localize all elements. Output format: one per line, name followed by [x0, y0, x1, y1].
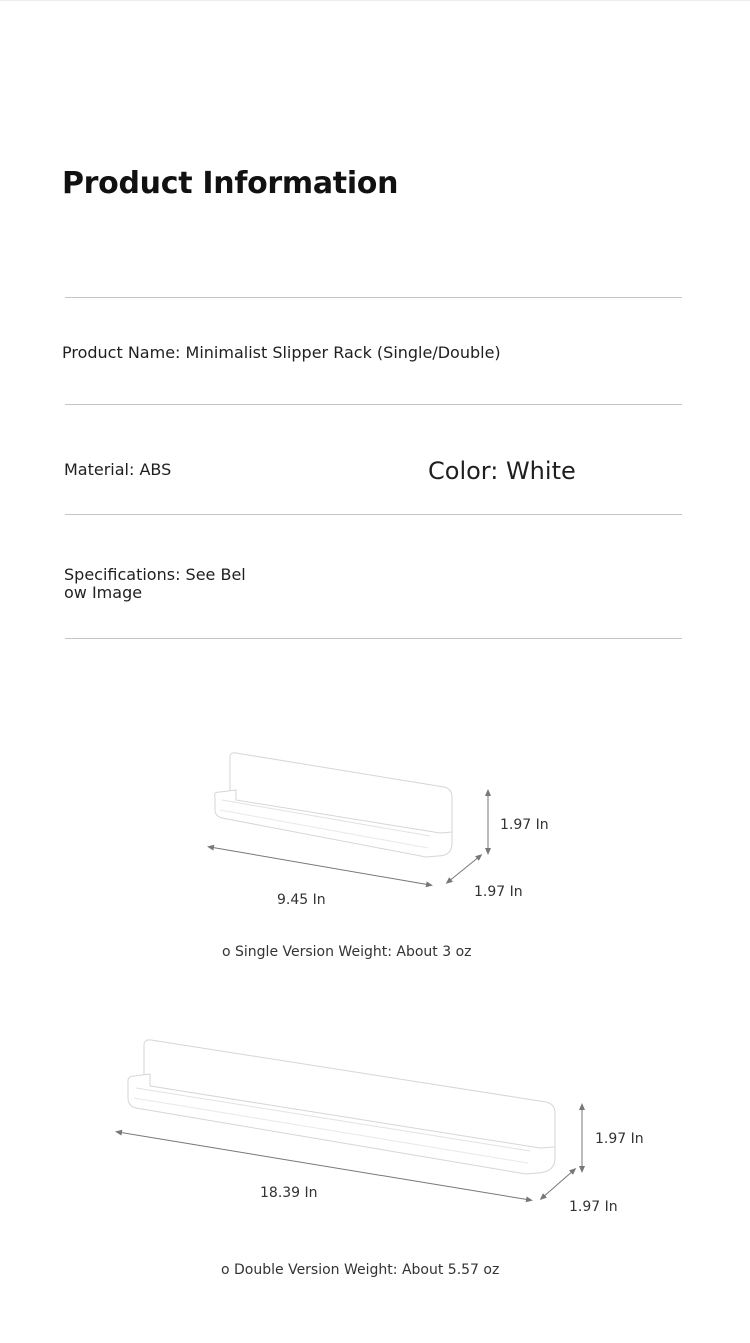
double-rack-image	[0, 1030, 750, 1210]
specifications: Specifications: See Below Image	[64, 565, 246, 602]
divider-3	[65, 514, 682, 515]
single-length-label: 9.45 In	[277, 892, 326, 908]
double-depth-label: 1.97 In	[569, 1199, 618, 1215]
page-title: Product Information	[62, 166, 399, 201]
double-weight-caption: o Double Version Weight: About 5.57 oz	[221, 1262, 500, 1278]
single-height-label: 1.97 In	[500, 817, 549, 833]
material: Material: ABS	[64, 460, 172, 479]
single-weight-caption: o Single Version Weight: About 3 oz	[222, 944, 472, 960]
double-height-label: 1.97 In	[595, 1131, 644, 1147]
single-rack-image	[0, 740, 750, 920]
divider-2	[65, 404, 682, 405]
product-name: Product Name: Minimalist Slipper Rack (Single/Double)	[62, 343, 501, 362]
divider-1	[65, 297, 682, 298]
single-depth-label: 1.97 In	[474, 884, 523, 900]
color: Color: White	[428, 457, 576, 485]
double-length-label: 18.39 In	[260, 1185, 318, 1201]
divider-4	[65, 638, 682, 639]
top-divider	[0, 0, 750, 1]
